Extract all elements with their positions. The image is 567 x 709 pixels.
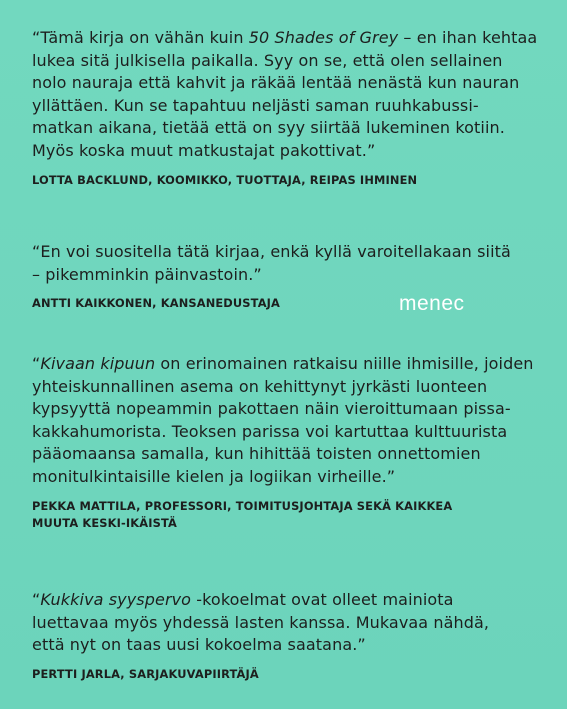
quote-line: että nyt on taas uusi kokoelma saatana.” — [32, 635, 366, 655]
quote-author — [32, 172, 552, 189]
book-title: 50 Shades of Grey — [248, 28, 399, 47]
quote-line: kakkahumorista. Teoksen parissa voi kartuttaa kulttuurista — [32, 421, 508, 441]
watermark: menec — [399, 292, 465, 315]
quote-line: luettavaa myös yhdessä lasten kanssa. Mukavaa nähdä, — [32, 612, 490, 632]
author-line: PEKKA MATTILA, PROFESSORI, TOIMITUSJOHTAJA SEKÄ KAIKKEA — [32, 498, 453, 513]
quote-line — [32, 353, 552, 376]
quote-fragment: “ — [32, 590, 41, 609]
quote-fragment: “ — [32, 354, 41, 373]
quote-author — [32, 666, 552, 683]
book-title: Kivaan kipuun — [40, 354, 156, 373]
quote-line: pääomaansa samalla, kun hihittää toisten onnettomien — [32, 444, 481, 464]
quote-author — [32, 498, 552, 532]
quote-author — [32, 295, 552, 312]
author-line: LOTTA BACKLUND, KOOMIKKO, TUOTTAJA, REIPAS IHMINEN — [32, 172, 418, 187]
quote-line: “En voi suositella tätä kirjaa, enkä kyllä varoitellakaan siitä — [32, 242, 511, 261]
quote-line: monitulkintaisille kielen ja logiikan virheille.” — [32, 466, 396, 486]
quote-line — [32, 589, 552, 612]
quote-line: kypsyyttä nopeammin pakottaen näin vieroittumaan pissa- — [32, 399, 511, 419]
quote-line: yhteiskunnallinen asema on kehittynyt jyrkästi luonteen — [32, 376, 488, 396]
book-title: Kukkiva syyspervo — [40, 590, 192, 609]
quote-block-3 — [32, 353, 552, 532]
quote-fragment: – en ihan kehtaa — [398, 28, 538, 47]
quote-line: Myös koska muut matkustajat pakottivat.” — [32, 140, 376, 160]
quote-line: matkan aikana, tietää että on syy siirtää lukeminen kotiin. — [32, 118, 505, 138]
quote-text — [32, 27, 552, 163]
quote-fragment: “Tämä kirja on vähän kuin — [32, 28, 249, 47]
quote-line: – pikemminkin päinvastoin.” — [32, 264, 262, 284]
author-line: ANTTI KAIKKONEN, KANSANEDUSTAJA — [32, 296, 281, 311]
quote-block-1 — [32, 27, 552, 189]
quote-block-4 — [32, 589, 552, 683]
quote-line: nolo nauraja että kahvit ja räkää lentää nenästä kun nauran — [32, 73, 520, 93]
quote-text — [32, 353, 552, 489]
author-line: MUUTA KESKI-IKÄISTÄ — [32, 515, 177, 530]
quote-line — [32, 27, 552, 50]
author-line: PERTTI JARLA, SARJAKUVAPIIRTÄJÄ — [32, 666, 259, 681]
quote-text — [32, 589, 552, 657]
quote-block-2 — [32, 241, 552, 312]
quote-line: lukea sitä julkisella paikalla. Syy on se, että olen sellainen — [32, 50, 503, 70]
quote-fragment: on erinomainen ratkaisu niille ihmisille, joiden — [155, 354, 534, 373]
quote-fragment: -kokoelmat ovat olleet mainiota — [191, 590, 454, 609]
quote-line: yllättäen. Kun se tapahtuu neljästi saman ruuhkabussi- — [32, 95, 479, 115]
quote-text — [32, 241, 552, 286]
